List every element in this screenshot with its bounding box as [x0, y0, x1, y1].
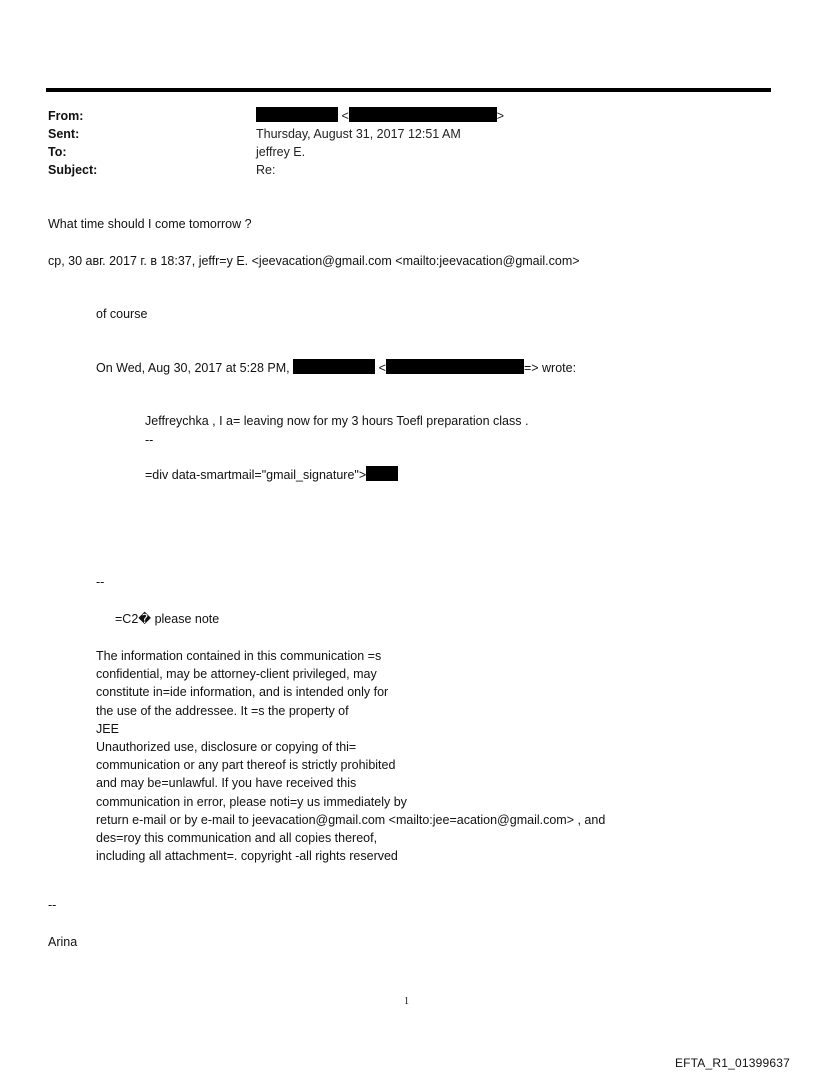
- disclaimer-line: constitute in=ide information, and is intended only for: [96, 685, 389, 700]
- on-wed-lt: <: [378, 361, 386, 375]
- disclaimer-line: The information contained in this communication =s: [96, 649, 382, 663]
- disclaimer-line: the use of the addressee. It =s the property of: [96, 703, 349, 718]
- redacted-sender-email: [349, 107, 497, 122]
- bates-number: EFTA_R1_01399637: [674, 1056, 790, 1070]
- quoted-header-line: ср, 30 авг. 2017 г. в 18:37, jeffr=y E. <jeevacation@gmail.com <mailto:jeevacation@gmail.com>: [48, 254, 580, 268]
- disclaimer-line: communication or any part thereof is strictly prohibited: [96, 758, 396, 773]
- jeffreychka-line: Jeffreychka , I a= leaving now for my 3 hours Toefl preparation class .: [145, 414, 529, 428]
- page-number: 1: [404, 996, 409, 1007]
- from-close-bracket: >: [496, 109, 505, 123]
- disclaimer-line: including all attachment=. copyright -all rights reserved: [96, 849, 398, 864]
- closing-dashes: --: [48, 898, 57, 912]
- redacted-sender-name: [256, 107, 338, 122]
- subject-label: Subject:: [48, 163, 98, 177]
- from-value: [256, 107, 504, 125]
- redacted-name: [293, 359, 375, 374]
- disclaimer-line: and may be=unlawful. If you have received this: [96, 776, 357, 791]
- gmail-signature-line: [145, 466, 398, 484]
- gmail-signature-text: =div data-smartmail="gmail_signature">: [145, 468, 367, 482]
- please-note-line: =C2� please note: [115, 612, 220, 626]
- sent-label: Sent:: [48, 127, 80, 141]
- redacted-email: [386, 359, 524, 374]
- disclaimer-line: JEE: [96, 721, 119, 736]
- header-divider: [46, 88, 771, 92]
- from-open-bracket: <: [341, 109, 349, 123]
- disclaimer-dashes: --: [96, 575, 105, 589]
- disclaimer-line: confidential, may be attorney-client privileged, may: [96, 667, 377, 682]
- signature-dashes: --: [145, 433, 154, 447]
- disclaimer-line: return e-mail or by e-mail to jeevacation@gmail.com <mailto:jee=acation@gmail.com> , and: [96, 812, 606, 827]
- from-label: From:: [48, 109, 84, 123]
- redacted-signature: [366, 466, 398, 481]
- confidentiality-disclaimer: [96, 647, 605, 865]
- on-wed-suffix: => wrote:: [523, 361, 577, 375]
- disclaimer-line: communication in error, please noti=y us immediately by: [96, 794, 407, 809]
- sent-value: Thursday, August 31, 2017 12:51 AM: [256, 127, 461, 141]
- to-label: To:: [48, 145, 67, 159]
- on-wed-line: [96, 359, 576, 377]
- subject-value: Re:: [256, 163, 276, 177]
- signature-name: Arina: [48, 935, 78, 949]
- disclaimer-line: des=roy this communication and all copies thereof,: [96, 831, 378, 846]
- to-value: jeffrey E.: [256, 145, 306, 159]
- on-wed-prefix: On Wed, Aug 30, 2017 at 5:28 PM,: [96, 361, 290, 375]
- question-line: What time should I come tomorrow ?: [48, 217, 252, 231]
- reply-of-course: of course: [96, 307, 148, 321]
- disclaimer-line: Unauthorized use, disclosure or copying of thi=: [96, 740, 357, 755]
